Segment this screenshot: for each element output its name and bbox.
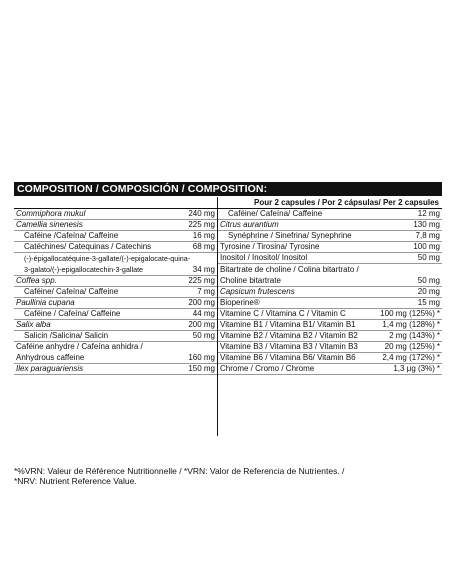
ingredient-amount: 240 mg [188,209,215,218]
ingredient-amount: 20 mg [417,287,440,296]
ingredient-amount: 34 mg [192,265,215,274]
serving-header-spacer [14,197,218,208]
ingredient-name: Vitamine C / Vitamina C / Vitamin C [220,309,346,318]
composition-title: COMPOSITION / COMPOSICIÓN / COMPOSITION: [14,182,442,196]
nrv-marker: * [436,331,440,340]
ingredient-name: Chrome / Cromo / Chrome [220,364,315,373]
ingredient-amount: 44 mg [192,309,215,318]
table-row [14,220,217,231]
table-row [218,364,442,375]
ingredient-name: Caféine /Cafeína/ Caffeine [24,231,119,240]
ingredient-name: Bioperine® [220,298,260,307]
ingredient-name: Vitamine B3 / Vitamina B3 / Vitamin B3 [220,342,358,351]
ingredient-name: Caféine/ Cafeína/ Caffeine [24,287,119,296]
serving-size: Pour 2 capsules / Por 2 cápsulas/ Per 2 capsules [254,198,439,207]
ingredient-name: Bitartrate de choline / Colina bitartrato / [220,265,359,274]
ingredient-amount: 20 mg (125%) [384,342,435,351]
ingredient-name: Vitamine B2 / Vitamina B2 / Vitamin B2 [220,331,358,340]
ingredient-name: Tyrosine / Tirosina/ Tyrosine [220,242,320,251]
footnote-line-2: *NRV: Nutrient Reference Value. [14,476,137,486]
table-row [218,242,442,253]
ingredient-amount: 1,4 mg (128%) [382,320,435,329]
ingredient-amount: 150 mg [188,364,215,373]
left-column [14,209,218,436]
table-row [14,309,217,320]
ingredient-name: Citrus aurantium [220,220,279,229]
ingredient-name: Vitamine B1 / Vitamina B1/ Vitamin B1 [220,320,356,329]
ingredient-amount: 1,3 μg (3%) [393,364,435,373]
ingredient-name: Caféine / Cafeína/ Caffeine [24,309,121,318]
table-row [218,287,442,298]
ingredient-amount: 225 mg [188,220,215,229]
ingredient-amount: 16 mg [192,231,215,240]
table-row [14,298,217,309]
ingredient-name: Caféine/ Cafeína/ Caffeine [228,209,323,218]
table-row [218,265,442,275]
ingredient-name: Paullinia cupana [16,298,75,307]
ingredient-amount: 200 mg [188,298,215,307]
ingredient-amount: 68 mg [192,242,215,251]
ingredient-amount: 2 mg (143%) [389,331,435,340]
table-row [14,287,217,298]
ingredient-amount: 200 mg [188,320,215,329]
ingredient-amount: 50 mg [417,253,440,262]
table-row [14,276,217,287]
ingredient-name: Salicin /Salicina/ Salicin [24,331,109,340]
ingredient-amount [213,342,217,352]
ingredient-name: Ilex paraguariensis [16,364,84,373]
nrv-marker: * [436,364,440,373]
ingredient-amount: 160 mg [188,353,215,362]
table-body [14,209,442,436]
ingredient-name: Capsicum frutescens [220,287,295,296]
nrv-marker: * [436,320,440,329]
ingredient-amount: 12 mg [417,209,440,218]
table-row [14,364,217,375]
ingredient-amount: 7,8 mg [415,231,440,240]
ingredient-name: Caféine anhydre / Cafeína anhidra / [16,342,143,351]
ingredient-name: Coffea spp. [16,276,57,285]
ingredient-amount: 50 mg [417,276,440,285]
nrv-marker: * [436,353,440,362]
ingredient-name: Inositol / Inositol/ Inositol [220,253,308,262]
ingredient-name: Vitamine B6 / Vitamina B6/ Vitamin B6 [220,353,356,362]
table-row [218,298,442,309]
table-row [218,231,442,242]
table-row [218,220,442,231]
footnote-line-1: *%VRN: Valeur de Référence Nutritionnelle / *VRN: Valor de Referencia de Nutrientes. / [14,466,345,476]
ingredient-name: Synéphrine / Sinefrina/ Synephrine [228,231,352,240]
ingredient-amount: 15 mg [417,298,440,307]
table-row [218,276,442,287]
table-row [14,342,217,352]
ingredient-amount: 225 mg [188,276,215,285]
table-row [218,309,442,320]
table-row [14,331,217,342]
right-column [218,209,442,436]
serving-header [14,197,442,209]
footnote [14,466,440,486]
composition-table [14,182,442,436]
table-row [218,342,442,353]
ingredient-name: Anhydrous caffeine [16,353,85,362]
table-row [218,209,442,220]
ingredient-name: Camellia sinenesis [16,220,83,229]
table-row [14,320,217,331]
table-row [14,209,217,220]
table-row [218,253,442,264]
table-row [218,331,442,342]
table-row [218,320,442,331]
nrv-marker: * [436,342,440,351]
table-row [14,242,217,253]
table-row [218,353,442,364]
nrv-marker: * [436,309,440,318]
ingredient-amount: 7 mg [197,287,215,296]
ingredient-amount: 50 mg [192,331,215,340]
ingredient-amount [438,265,442,275]
table-row [14,353,217,364]
table-row [14,253,217,276]
ingredient-amount: 100 mg (125%) [380,309,435,318]
ingredient-name: Choline bitartrate [220,276,281,285]
ingredient-name: Catéchines/ Catequinas / Catechins [24,242,152,251]
ingredient-name: (-)-épigallocatéquine-3-gallate/(-)-epigalocate-quina-3-galato/(-)-epigallocatechin-3-gallate [24,254,191,274]
ingredient-amount: 100 mg [413,242,440,251]
table-row [14,231,217,242]
ingredient-amount: 130 mg [413,220,440,229]
ingredient-name: Salix alba [16,320,51,329]
ingredient-name: Commiphora mukul [16,209,86,218]
ingredient-amount: 2,4 mg (172%) [382,353,435,362]
